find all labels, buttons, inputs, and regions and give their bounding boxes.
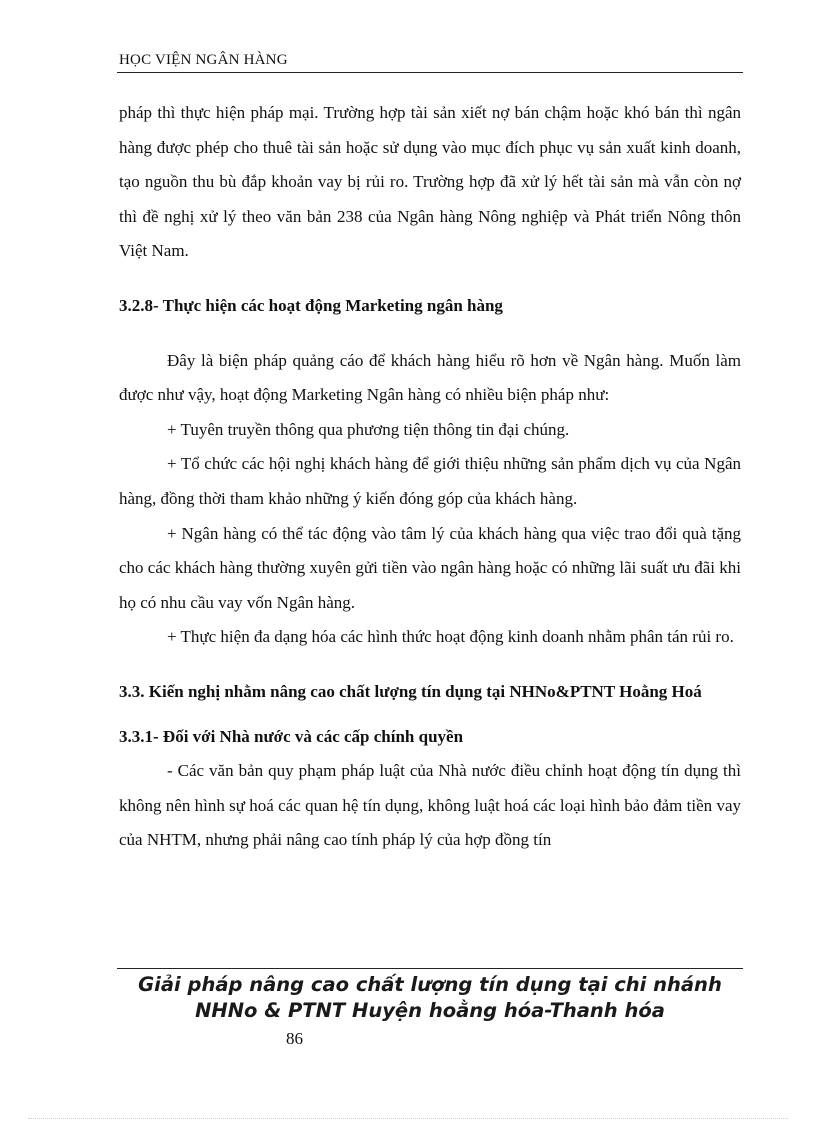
document-body: [119, 96, 741, 858]
section-heading-3-3-1: 3.3.1- Đối với Nhà nước và các cấp chính quyền: [119, 726, 464, 746]
footer-title: [117, 972, 743, 1024]
paragraph-marketing-intro: Đây là biện pháp quảng cáo để khách hàng hiểu rõ hơn về Ngân hàng. Muốn làm được như vậy, hoạt động Marketing Ngân hàng có nhiều biện pháp như:: [119, 350, 741, 405]
page-header-title: HỌC VIỆN NGÂN HÀNG: [119, 52, 288, 68]
footer-rule: [117, 968, 743, 969]
paragraph-state-recommendation: - Các văn bản quy phạm pháp luật của Nhà nước điều chỉnh hoạt động tín dụng thì không nên hình sự hoá các quan hệ tín dụng, không luật hoá các loại hình bảo đảm tiền vay của NHTM, nhưng phải nâng cao tính pháp lý của hợp đồng tín: [119, 761, 741, 850]
list-item-3: + Ngân hàng có thể tác động vào tâm lý của khách hàng qua việc trao đổi quà tặng cho các khách hàng thường xuyên gửi tiền vào ngân hàng hoặc có những lãi suất ưu đãi khi họ có nhu cầu vay vốn Ngân hàng.: [119, 523, 741, 612]
list-item-4: + Thực hiện đa dạng hóa các hình thức hoạt động kinh doanh nhằm phân tán rủi ro.: [167, 627, 734, 647]
section-heading-3-3: 3.3. Kiến nghị nhằm nâng cao chất lượng tín dụng tại NHNo&PTNT Hoằng Hoá: [119, 681, 702, 701]
section-heading-3-2-8: 3.2.8- Thực hiện các hoạt động Marketing ngân hàng: [119, 295, 503, 315]
footer-title-line-1: Giải pháp nâng cao chất lượng tín dụng tại chi nhánh: [138, 973, 722, 996]
footer-title-line-2: NHNo & PTNT Huyện hoằng hóa-Thanh hóa: [195, 999, 665, 1022]
page-bottom-border: [28, 1118, 788, 1119]
header-rule: [117, 72, 743, 73]
list-item-2: + Tổ chức các hội nghị khách hàng để giới thiệu những sản phẩm dịch vụ của Ngân hàng, đồng thời tham khảo những ý kiến đóng góp của khách hàng.: [119, 454, 741, 508]
list-item-1: + Tuyên truyền thông qua phương tiện thông tin đại chúng.: [167, 419, 570, 439]
page-number: 86: [286, 1029, 303, 1048]
paragraph-continuation: pháp thì thực hiện pháp mại. Trường hợp tài sản xiết nợ bán chậm hoặc khó bán thì ngân hàng được phép cho thuê tài sản hoặc sử dụng vào mục đích phục vụ sản xuất kinh doanh, tạo nguồn thu bù đắp khoản vay bị rủi ro. Trường hợp đã xử lý hết tài sản mà vẫn còn nợ thì đề nghị xử lý theo văn bản 238 của Ngân hàng Nông nghiệp và Phát triển Nông thôn Việt Nam.: [119, 103, 741, 261]
